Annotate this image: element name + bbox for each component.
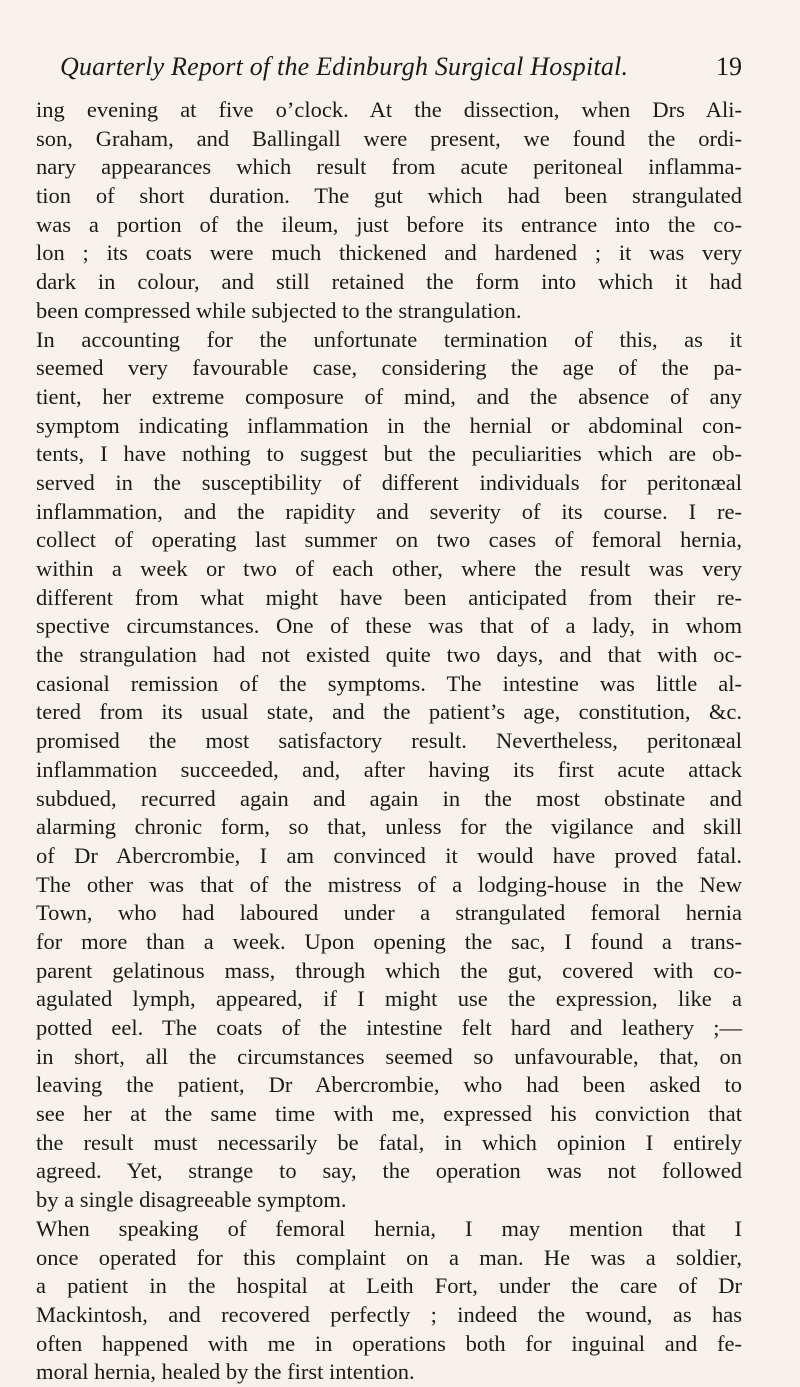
text-line: tient, her extreme composure of mind, and the absence of any (36, 383, 742, 409)
text-line: ing evening at five o’clock. At the dissection, when Drs Ali- (36, 97, 742, 122)
text-line: tered from its usual state, and the patient’s age, constitution, &c. (36, 699, 742, 725)
text-line: by a single disagreeable symptom. (36, 1187, 347, 1213)
text-line: casional remission of the symptoms. The intestine was little al- (36, 670, 742, 696)
text-line: Town, who had laboured under a strangulated femoral hernia (36, 900, 742, 926)
text-line: seemed very favourable case, considering the age of the pa- (36, 355, 742, 381)
text-line: dark in colour, and still retained the form into which it had (36, 269, 742, 295)
text-line: see her at the same time with me, expressed his conviction that (36, 1101, 742, 1127)
text-line: nary appearances which result from acute peritoneal inflamma- (36, 154, 742, 180)
text-line: tion of short duration. The gut which had been strangulated (36, 183, 742, 209)
text-line: moral hernia, healed by the first intention. (36, 1359, 415, 1385)
text-line: alarming chronic form, so that, unless for the vigilance and skill (36, 814, 742, 840)
text-line: symptom indicating inflammation in the hernial or abdominal con- (36, 412, 742, 438)
text-line: of Dr Abercrombie, I am convinced it would have proved fatal. (36, 842, 742, 868)
text-line: inflammation, and the rapidity and severity of its course. I re- (36, 498, 742, 524)
body-text (36, 96, 742, 1387)
page-number: 19 (716, 52, 742, 81)
text-line: subdued, recurred again and again in the most obstinate and (36, 785, 742, 811)
text-line: agulated lymph, appeared, if I might use the expression, like a (36, 986, 742, 1012)
text-line: parent gelatinous mass, through which the gut, covered with co- (36, 957, 742, 983)
text-line: in short, all the circumstances seemed so unfavourable, that, on (36, 1043, 742, 1069)
text-line: inflammation succeeded, and, after having its first acute attack (36, 756, 742, 782)
text-line: for more than a week. Upon opening the sac, I found a trans- (36, 928, 742, 954)
text-line: once operated for this complaint on a man. He was a soldier, (36, 1244, 742, 1270)
text-line: potted eel. The coats of the intestine felt hard and leathery ;— (36, 1015, 742, 1040)
text-line: within a week or two of each other, where the result was very (36, 556, 742, 581)
text-line: When speaking of femoral hernia, I may mention that I (36, 1215, 742, 1241)
running-title: Quarterly Report of the Edinburgh Surgical Hospital. (60, 52, 629, 81)
text-line: promised the most satisfactory result. Nevertheless, peritonæal (36, 728, 742, 754)
text-line: lon ; its coats were much thickened and hardened ; it was very (36, 240, 742, 266)
text-line: tents, I have nothing to suggest but the peculiarities which are ob- (36, 441, 742, 467)
text-line: Mackintosh, and recovered perfectly ; indeed the wound, as has (36, 1301, 742, 1327)
text-line: been compressed while subjected to the strangulation. (36, 297, 522, 323)
text-line: In accounting for the unfortunate termination of this, as it (36, 326, 742, 352)
text-line: often happened with me in operations both for inguinal and fe- (36, 1330, 742, 1356)
text-line: collect of operating last summer on two cases of femoral hernia, (36, 527, 742, 553)
text-line: the strangulation had not existed quite two days, and that with oc- (36, 642, 742, 668)
text-line: agreed. Yet, strange to say, the operation was not followed (36, 1158, 742, 1184)
text-line: leaving the patient, Dr Abercrombie, who had been asked to (36, 1072, 742, 1098)
text-line: served in the susceptibility of different individuals for peritonæal (36, 469, 742, 495)
text-line: was a portion of the ileum, just before its entrance into the co- (36, 211, 742, 237)
text-line: spective circumstances. One of these was that of a lady, in whom (36, 613, 742, 639)
text-line: different from what might have been anticipated from their re- (36, 584, 742, 610)
text-line: a patient in the hospital at Leith Fort, under the care of Dr (36, 1273, 742, 1299)
text-line: son, Graham, and Ballingall were present, we found the ordi- (36, 125, 742, 151)
text-line: the result must necessarily be fatal, in which opinion I entirely (36, 1129, 742, 1155)
text-line: The other was that of the mistress of a lodging-house in the New (36, 871, 742, 897)
page-header (60, 52, 742, 92)
